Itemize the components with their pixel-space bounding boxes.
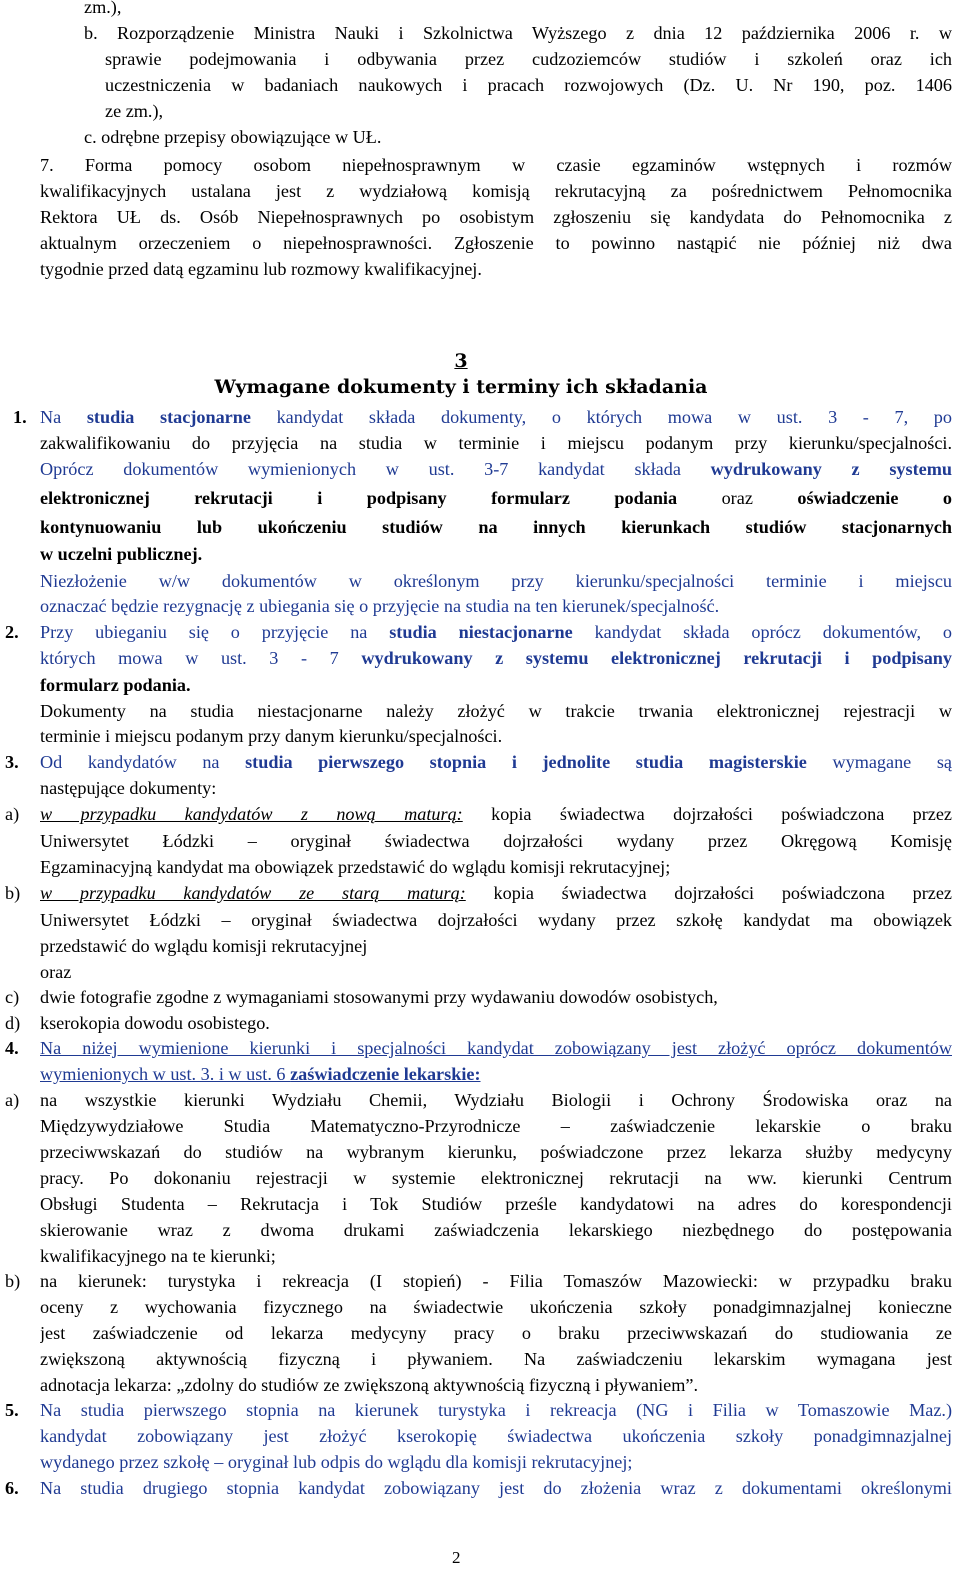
text-line: oraz [40, 962, 72, 982]
text-line: kserokopia dowodu osobistego. [40, 1013, 270, 1033]
text-line: formularz podania. [40, 675, 191, 695]
text-line: w przypadku kandydatów z nową maturą: kopia świadectwa dojrzałości poświadczona przez [40, 804, 952, 824]
text-line: Na studia stacjonarne kandydat składa dokumenty, o których mowa w ust. 3 - 7, po [40, 407, 952, 427]
text-line: przedstawić do wglądu komisji rekrutacyjnej [40, 936, 368, 956]
text-line: Przy ubieganiu się o przyjęcie na studia niestacjonarne kandydat składa oprócz dokumentów, o [40, 622, 952, 642]
item-number: 1. [13, 407, 27, 427]
text-line: uczestniczenia w badaniach naukowych i pracach rozwojowych (Dz. U. Nr 190, poz. 1406 [105, 75, 952, 95]
list-marker: d) [5, 1013, 21, 1033]
text-line: elektronicznej rekrutacji i podpisany formularz podania oraz oświadczenie o [40, 488, 952, 508]
text-line: Uniwersytet Łódzki – oryginał świadectwa dojrzałości wydany przez szkołę kandydat ma obowiązek [40, 910, 952, 930]
item-number: 5. [5, 1400, 19, 1420]
text-line: wydanego przez szkołę – oryginał lub odpis do wglądu dla komisji rekrutacyjnej; [40, 1452, 633, 1472]
text-line: Oprócz dokumentów wymienionych w ust. 3-7 kandydat składa wydrukowany z systemu [40, 459, 952, 479]
text-line: c. odrębne przepisy obowiązujące w UŁ. [84, 127, 382, 147]
text-line: kwalifikacyjnych ustalana jest z wydziałową komisją rekrutacyjną za pośrednictwem Pełnomocnika [40, 181, 952, 201]
text-line: b. Rozporządzenie Ministra Nauki i Szkolnictwa Wyższego z dnia 12 października 2006 r. w [84, 23, 952, 43]
list-marker: a) [5, 804, 20, 824]
text-line: Od kandydatów na studia pierwszego stopnia i jednolite studia magisterskie wymagane są [40, 752, 952, 772]
text-line: Dokumenty na studia niestacjonarne należy złożyć w trakcie trwania elektronicznej rejestracji w [40, 701, 952, 721]
text-line: Na niżej wymienione kierunki i specjalności kandydat zobowiązany jest złożyć oprócz dokumentów [40, 1038, 952, 1058]
text-line: Rektora UŁ ds. Osób Niepełnosprawnych po osobistym zgłoszeniu się kandydata do Pełnomocnika z [40, 207, 952, 227]
text-line: 7. Forma pomocy osobom niepełnosprawnym w czasie egzaminów wstępnych i rozmów [40, 155, 952, 175]
text-line: ze zm.), [105, 101, 164, 121]
text-line: na kierunek: turystyka i rekreacja (I stopień) - Filia Tomaszów Mazowiecki: w przypadku braku [40, 1271, 952, 1291]
text-line: kandydat zobowiązany jest złożyć kserokopię świadectwa ukończenia szkoły ponadgimnazjalnej [40, 1426, 952, 1446]
text-line: sprawie podejmowania i odbywania przez cudzoziemców studiów i szkoleń oraz ich [105, 49, 952, 69]
section-title: Wymagane dokumenty i terminy ich składania [214, 376, 708, 398]
text-line: jest zaświadczenie od lekarza medycyny pracy o braku przeciwwskazań do studiowania ze [40, 1323, 952, 1343]
text-line: oceny z wychowania fizycznego na świadectwie ukończenia szkoły ponadgimnazjalnej konieczne [40, 1297, 952, 1317]
text-line: zakwalifikowaniu do przyjęcia na studia w terminie i miejscu podanym przy kierunku/specjalności. [40, 433, 952, 453]
list-marker: b) [5, 1271, 21, 1291]
text-line: w uczelni publicznej. [40, 544, 203, 564]
text-line: Na studia drugiego stopnia kandydat zobowiązany jest do złożenia wraz z dokumentami określonymi [40, 1478, 952, 1498]
text-line: zwiększoną aktywnością fizyczną i pływaniem. Na zaświadczeniu lekarskim wymagana jest [40, 1349, 952, 1369]
text-line: adnotacja lekarza: „zdolny do studiów ze zwiększoną aktywnością fizyczną i pływaniem”. [40, 1375, 699, 1395]
text-line: następujące dokumenty: [40, 778, 217, 798]
text-line: Niezłożenie w/w dokumentów w określonym przy kierunku/specjalności terminie i miejscu [40, 571, 952, 591]
text-line: skierowanie wraz z dwoma drukami zaświadczenia lekarskiego niezbędnego do postępowania [40, 1220, 952, 1240]
text-line: tygodnie przed datą egzaminu lub rozmowy kwalifikacyjnej. [40, 259, 482, 279]
text-line: przeciwwskazań do studiów na wybranym kierunku, poświadczone przez lekarza służby medycyny [40, 1142, 952, 1162]
text-line: kontynuowaniu lub ukończeniu studiów na innych kierunkach studiów stacjonarnych [40, 517, 952, 537]
page-number: 2 [452, 1548, 461, 1567]
text-line: dwie fotografie zgodne z wymaganiami stosowanymi przy wydawaniu dowodów osobistych, [40, 987, 718, 1007]
text-line: których mowa w ust. 3 - 7 wydrukowany z systemu elektronicznej rekrutacji i podpisany [40, 648, 952, 668]
text-line: pracy. Po dokonaniu rejestracji w systemie elektronicznej rekrutacji na ww. kierunki Centrum [40, 1168, 952, 1188]
section-number: 3 [454, 350, 468, 372]
item-number: 6. [5, 1478, 19, 1498]
item-number: 3. [5, 752, 19, 772]
text-line: Międzywydziałowe Studia Matematyczno-Przyrodnicze – zaświadczenie lekarskie o braku [40, 1116, 952, 1136]
text-line: zm.), [84, 0, 122, 17]
text-line: terminie i miejscu podanym przy danym kierunku/specjalności. [40, 726, 503, 746]
text-line: aktualnym orzeczeniem o niepełnosprawności. Zgłoszenie to powinno nastąpić nie później niż dwa [40, 233, 952, 253]
text-line: Egzaminacyjną kandydat ma obowiązek przedstawić do wglądu komisji rekrutacyjnej; [40, 857, 671, 877]
text-line: Uniwersytet Łódzki – oryginał świadectwa dojrzałości wydany przez Okręgową Komisję [40, 831, 952, 851]
list-marker: b) [5, 883, 21, 903]
text-line: kwalifikacyjnego na te kierunki; [40, 1246, 276, 1266]
list-marker: a) [5, 1090, 20, 1110]
text-line: Na studia pierwszego stopnia na kierunek turystyka i rekreacja (NG i Filia w Tomaszowie Maz.) [40, 1400, 952, 1420]
text-line: Obsługi Studenta – Rekrutacja i Tok Studiów prześle kandydatowi na adres do korespondencji [40, 1194, 952, 1214]
item-number: 2. [5, 622, 19, 642]
list-marker: c) [5, 987, 20, 1007]
text-line: oznaczać będzie rezygnację z ubiegania się o przyjęcie na studia na ten kierunek/specjalność. [40, 596, 720, 616]
text-line: w przypadku kandydatów ze starą maturą: kopia świadectwa dojrzałości poświadczona przez [40, 883, 952, 903]
text-line: wymienionych w ust. 3. i w ust. 6 zaświadczenie lekarskie: [40, 1064, 481, 1084]
item-number: 4. [5, 1038, 19, 1058]
text-line: na wszystkie kierunki Wydziału Chemii, Wydziału Biologii i Ochrony Środowiska oraz na [40, 1090, 952, 1110]
